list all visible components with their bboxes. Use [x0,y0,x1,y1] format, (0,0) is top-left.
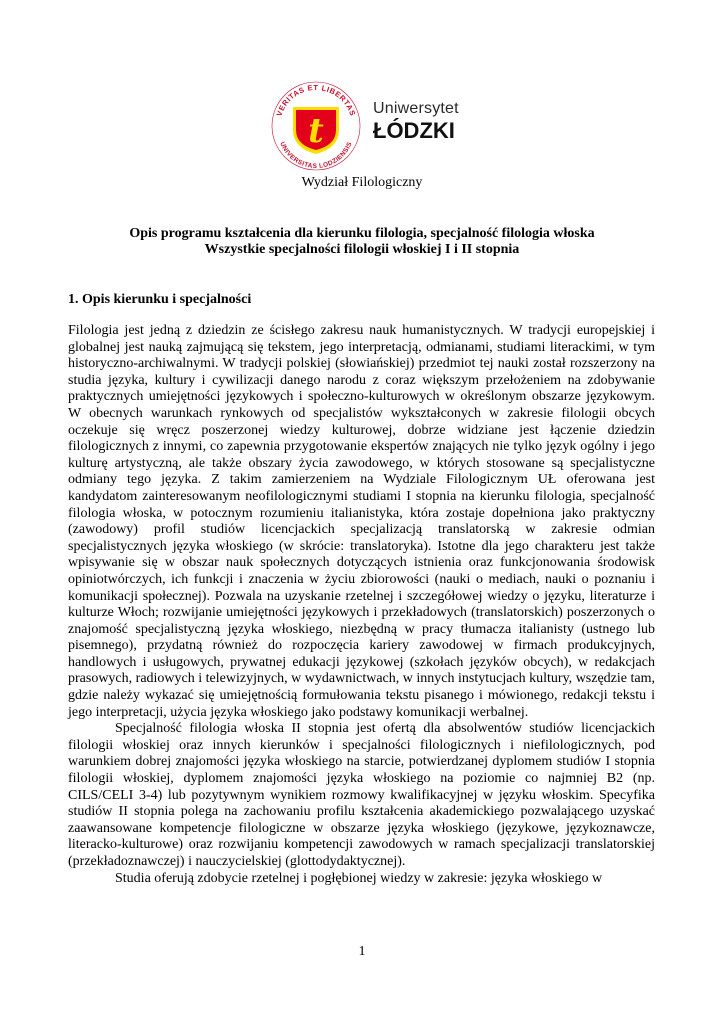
seal-motto-bottom: UNIVERSITAS LODZIENSIS [278,140,354,171]
university-name-line2: ŁÓDZKI [373,118,455,143]
faculty-name: Wydział Filologiczny [301,175,423,190]
section-heading: 1. Opis kierunku i specjalności [68,292,252,307]
title-line-2: Wszystkie specjalności filologii włoskiej I i II stopnia [204,242,520,257]
paragraph: Filologia jest jedną z dziedzin ze ścisłego zakresu nauk humanistycznych. W tradycji europejskiej i globalnej jest nauką zajmującą się tekstem, jego interpretacją, odmianami, studiami literackimi, w tym historyczno-archiwalnymi. W tradycji polskiej (słowiańskiej) przedmiot tej nauki został rozszerzony na studia języka, kultury i cywilizacji danego narodu z coraz większym przełożeniem na zdobywanie praktycznych umiejętności językowych i społeczno-kulturowych w określonym obszarze językowym. W obecnych warunkach rynkowych od specjalistów wykształconych w zakresie filologii obcych oczekuje się wręcz poszerzonej wiedzy kulturowej, dobrze widziane jest łączenie dziedzin filologicznych z innymi, co zapewnia przygotowanie ekspertów znających nie tylko język ogólny i jego kulturę artystyczną, ale także obszary życia zawodowego, w których stosowane są specjalistyczne odmiany tego języka. Z takim zamierzeniem na Wydziale Filologicznym UŁ oferowana jest kandydatom zainteresowanym neofilologicznymi studiami I stopnia na kierunku filologia, specjalność filologia włoska, w potocznym rozumieniu italianistyka, która zostaje dopełniona jako praktyczny (zawodowy) profil studiów licencjackich specjalizacją translatorską w zakresie odmian specjalistycznych języka włoskiego (w skrócie: translatoryka). Istotne dla jego charakteru jest także wpisywanie się w obszar nauk społecznych dotyczących istnienia oraz funkcjonowania środowisk opiniotwórczych, ich funkcji i znaczenia w życiu zbiorowości (nauki o mediach, nauki o poznaniu i komunikacji społecznej). Pozwala na uzyskanie rzetelnej i szczegółowej wiedzy o języku, literaturze i kulturze Włoch; rozwijanie umiejętności językowych i przekładowych (translatorskich) poszerzonych o znajomość specjalistyczną języka włoskiego, niezbędną w pracy tłumacza italianisty (ustnego lub pisemnego), przydatną również do rozpoczęcia kariery zawodowej w firmach produkcyjnych, handlowych i usługowych, prywatnej edukacji językowej (szkołach języków obcych), w redakcjach prasowych, radiowych i telewizyjnych, w wydawnictwach, w innych instytucjach kultury, wszędzie tam, gdzie należy wykazać się umiejętnością formułowania tekstu pisanego i mówionego, redakcji tekstu i jego interpretacji, użycia języka włoskiego jako podstawy komunikacji werbalnej. [68,323,655,720]
title-line-1: Opis programu kształcenia dla kierunku filologia, specjalność filologia włoska [129,226,595,241]
section-body [68,323,655,887]
paragraph: Studia oferują zdobycie rzetelnej i pogłębionej wiedzy w zakresie: języka włoskiego w [115,870,603,886]
university-logo [266,80,466,172]
university-name-line1: Uniwersytet [373,100,459,117]
document-title [0,226,724,258]
university-seal-icon [266,80,370,172]
paragraph: Specjalność filologia włoska II stopnia jest ofertą dla absolwentów studiów licencjackich filologii włoskiej oraz innych kierunków i specjalności filologicznych i niefilologicznych, pod warunkiem dobrej znajomości języka włoskiego na starcie, potwierdzanej dyplomem studiów I stopnia filologii włoskiej, dyplomem znajomości języka włoskiego na poziomie co najmniej B2 (np. CILS/CELI 3-4) lub pozytywnym wynikiem rozmowy kwalifikacyjnej w języku włoskim. Specyfika studiów II stopnia polega na zachowaniu profilu kształcenia akademickiego pozwalającego uzyskać zaawansowane kompetencje filologiczne w obszarze języka włoskiego (językowe, językoznawcze, literacko-kulturowe) oraz rozwijaniu kompetencji zawodowych w ramach specjalizacji translatorskiej (przekładoznawczej) i nauczycielskiej (glottodydaktycznej). [68,721,655,869]
seal-letter: t [308,111,324,151]
page-number: 1 [358,944,366,959]
university-name [373,100,459,144]
seal-motto-top: VERITAS ET LIBERTAS [274,83,358,118]
